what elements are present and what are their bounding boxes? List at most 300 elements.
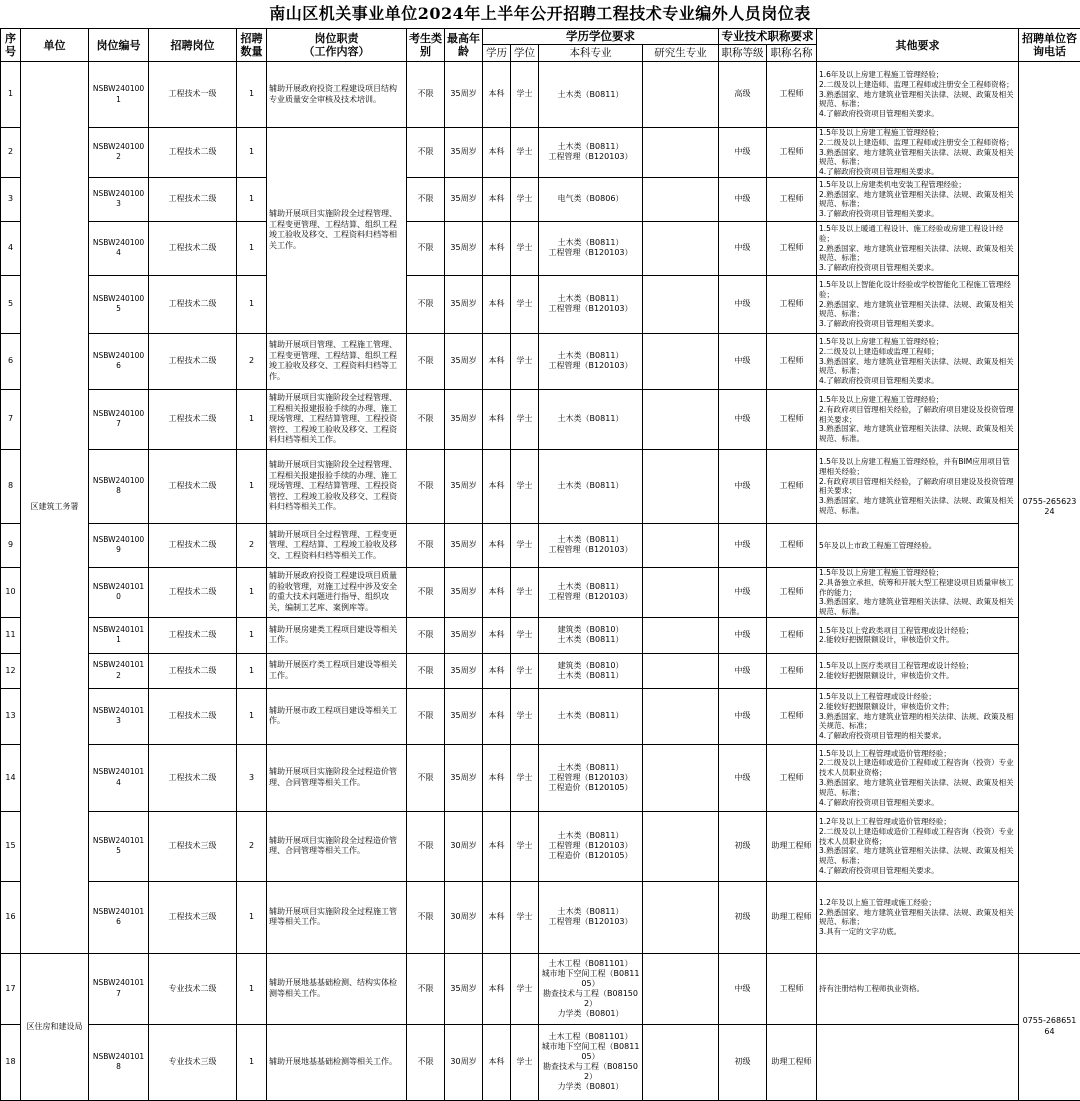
cell-other [817, 221, 1019, 275]
other-line: 1.5年及以上房建工程施工管理经验； [819, 337, 1016, 347]
cell-title-name: 工程师 [767, 744, 817, 811]
table-row [1, 567, 1080, 617]
cell-edu: 本科 [483, 617, 511, 653]
other-line: 1.2年及以上施工管理或施工经验； [819, 898, 1016, 908]
header-edu-group: 学历学位要求 [483, 29, 719, 45]
other-line: 3.具有一定的文字功底。 [819, 927, 1016, 937]
cell-seq: 13 [1, 688, 21, 744]
cell-post: 工程技术二级 [149, 275, 237, 333]
cell-age: 35周岁 [445, 688, 483, 744]
cell-code: NSBW2401003 [89, 177, 149, 221]
cell-count: 1 [237, 953, 267, 1024]
cell-post: 工程技术二级 [149, 177, 237, 221]
cell-candidate: 不限 [407, 744, 445, 811]
table-row [1, 617, 1080, 653]
header-grad: 研究生专业 [643, 45, 719, 62]
cell-candidate: 不限 [407, 62, 445, 128]
cell-degree: 学士 [511, 389, 539, 449]
cell-degree: 学士 [511, 62, 539, 128]
header-other: 其他要求 [817, 29, 1019, 62]
cell-candidate: 不限 [407, 811, 445, 881]
cell-duty: 辅助开展项目实施阶段全过程管理、工程相关报建报验手续的办理、施工现场管理、工程结算管理、工程投资管控、工程竣工验收及移交、工程资料归档等相关工作。 [267, 449, 407, 523]
cell-grad-major [643, 177, 719, 221]
cell-undergrad-major [539, 744, 643, 811]
cell-code: NSBW2401016 [89, 881, 149, 953]
cell-code: NSBW2401001 [89, 62, 149, 128]
cell-undergrad-major [539, 1024, 643, 1100]
major-line: 土木类（B0811） [541, 763, 640, 773]
cell-grad-major [643, 811, 719, 881]
cell-post: 工程技术二级 [149, 653, 237, 688]
cell-phone: 0755-26865164 [1019, 953, 1080, 1100]
table-row [1, 62, 1080, 128]
cell-degree: 学士 [511, 221, 539, 275]
cell-duty: 辅助开展政府投资工程建设项目质量的验收管理，对施工过程中涉及安全的重大技术问题进行指导、组织攻关，编制工艺库、案例库等。 [267, 567, 407, 617]
cell-title-level: 中级 [719, 688, 767, 744]
cell-candidate: 不限 [407, 275, 445, 333]
cell-post: 工程技术二级 [149, 523, 237, 567]
cell-title-level: 中级 [719, 275, 767, 333]
cell-candidate: 不限 [407, 523, 445, 567]
other-line: 1.5年及以上工程管理或设计经验； [819, 692, 1016, 702]
cell-undergrad-major [539, 389, 643, 449]
cell-grad-major [643, 62, 719, 128]
cell-post: 工程技术一级 [149, 62, 237, 128]
table-row [1, 653, 1080, 688]
major-line: 城市地下空间工程（B081105） [541, 1042, 640, 1062]
header-edu: 学历 [483, 45, 511, 62]
cell-seq: 18 [1, 1024, 21, 1100]
cell-unit: 区建筑工务署 [21, 62, 89, 954]
cell-candidate: 不限 [407, 389, 445, 449]
cell-grad-major [643, 523, 719, 567]
major-line: 工程造价（B120105） [541, 783, 640, 793]
other-line: 2.熟悉国家、地方建筑业管理相关法律、法规、政策及相关规范、标准； [819, 908, 1016, 928]
cell-code: NSBW2401011 [89, 617, 149, 653]
cell-seq: 5 [1, 275, 21, 333]
cell-title-name: 工程师 [767, 333, 817, 389]
major-line: 土木工程（B081101） [541, 959, 640, 969]
header-age: 最高年龄 [445, 29, 483, 62]
cell-title-level: 中级 [719, 653, 767, 688]
major-line: 土木类（B0811） [541, 90, 640, 100]
other-line: 3.熟悉国家、地方建筑业管理相关法律、法规、政策及相关规范、标准。 [819, 424, 1016, 444]
cell-post: 工程技术二级 [149, 688, 237, 744]
cell-undergrad-major [539, 811, 643, 881]
cell-duty: 辅助开展地基基础检测等相关工作。 [267, 1024, 407, 1100]
cell-seq: 9 [1, 523, 21, 567]
cell-edu: 本科 [483, 523, 511, 567]
cell-title-level: 初级 [719, 1024, 767, 1100]
cell-code: NSBW2401015 [89, 811, 149, 881]
cell-grad-major [643, 221, 719, 275]
table-body [1, 62, 1080, 1101]
cell-candidate: 不限 [407, 1024, 445, 1100]
cell-code: NSBW2401004 [89, 221, 149, 275]
cell-count: 1 [237, 449, 267, 523]
table-row [1, 177, 1080, 221]
header-title-group: 专业技术职称要求 [719, 29, 817, 45]
cell-other [817, 523, 1019, 567]
other-line: 1.5年及以上房建工程施工管理经验； [819, 395, 1016, 405]
cell-other [817, 688, 1019, 744]
cell-age: 35周岁 [445, 177, 483, 221]
cell-count: 1 [237, 653, 267, 688]
cell-other [817, 953, 1019, 1024]
cell-edu: 本科 [483, 953, 511, 1024]
major-line: 土木类（B0811） [541, 535, 640, 545]
cell-candidate: 不限 [407, 221, 445, 275]
cell-seq: 17 [1, 953, 21, 1024]
cell-post: 工程技术三级 [149, 881, 237, 953]
cell-duty: 辅助开展项目实施阶段全过程管理、工程相关报建报验手续的办理、施工现场管理、工程结算管理、工程投资管控、工程竣工验收及移交、工程资料归档等相关工作。 [267, 389, 407, 449]
cell-title-level: 中级 [719, 177, 767, 221]
major-line: 土木类（B0811） [541, 294, 640, 304]
cell-undergrad-major [539, 128, 643, 178]
cell-grad-major [643, 275, 719, 333]
cell-degree: 学士 [511, 881, 539, 953]
header-code: 岗位编号 [89, 29, 149, 62]
cell-seq: 11 [1, 617, 21, 653]
major-line: 土木类（B0811） [541, 711, 640, 721]
cell-edu: 本科 [483, 62, 511, 128]
cell-other [817, 567, 1019, 617]
cell-undergrad-major [539, 275, 643, 333]
cell-title-level: 中级 [719, 128, 767, 178]
cell-post: 工程技术二级 [149, 389, 237, 449]
cell-duty: 辅助开展市政工程项目建设等相关工作。 [267, 688, 407, 744]
other-line: 1.5年及以上工程管理或造价管理经验； [819, 749, 1016, 759]
other-line: 1.5年及以上房建工程施工管理经验，并有BIM应用项目管理相关经验； [819, 457, 1016, 477]
cell-candidate: 不限 [407, 333, 445, 389]
other-line: 1.5年及以上房建工程施工管理经验； [819, 568, 1016, 578]
cell-edu: 本科 [483, 389, 511, 449]
cell-other [817, 744, 1019, 811]
cell-age: 35周岁 [445, 617, 483, 653]
other-line: 1.6年及以上房建工程施工管理经验； [819, 70, 1016, 80]
cell-candidate: 不限 [407, 567, 445, 617]
cell-title-level: 高级 [719, 62, 767, 128]
cell-other [817, 653, 1019, 688]
header-undergrad: 本科专业 [539, 45, 643, 62]
header-degree: 学位 [511, 45, 539, 62]
cell-title-level: 中级 [719, 333, 767, 389]
table-row [1, 688, 1080, 744]
other-line: 3.熟悉国家、地方建筑业管理的相关法律、法规、政策及相关规范、标准； [819, 712, 1016, 732]
cell-title-level: 中级 [719, 953, 767, 1024]
cell-other [817, 128, 1019, 178]
header-unit: 单位 [21, 29, 89, 62]
header-duty [267, 29, 407, 62]
cell-title-name: 工程师 [767, 523, 817, 567]
header-candidate: 考生类别 [407, 29, 445, 62]
cell-degree: 学士 [511, 688, 539, 744]
cell-title-level: 中级 [719, 617, 767, 653]
cell-edu: 本科 [483, 688, 511, 744]
major-line: 工程管理（B120103） [541, 917, 640, 927]
cell-other [817, 333, 1019, 389]
other-line: 3.熟悉国家、地方建筑业管理相关法律、法规、政策及相关规范、标准； [819, 778, 1016, 798]
other-line: 2.具备独立承担、统筹和开展大型工程建设项目质量审核工作的能力； [819, 578, 1016, 598]
cell-undergrad-major [539, 688, 643, 744]
cell-other [817, 275, 1019, 333]
other-line: 2.二级及以上建造师或监理工程师； [819, 347, 1016, 357]
cell-degree: 学士 [511, 653, 539, 688]
cell-count: 2 [237, 333, 267, 389]
cell-count: 1 [237, 62, 267, 128]
cell-other [817, 811, 1019, 881]
other-line: 3.了解政府投资项目管理相关要求。 [819, 209, 1016, 219]
cell-title-name: 工程师 [767, 653, 817, 688]
other-line: 持有注册结构工程师执业资格。 [819, 984, 1016, 994]
major-line: 工程管理（B120103） [541, 592, 640, 602]
cell-candidate: 不限 [407, 881, 445, 953]
major-line: 城市地下空间工程（B081105） [541, 969, 640, 989]
cell-seq: 12 [1, 653, 21, 688]
cell-code: NSBW2401009 [89, 523, 149, 567]
cell-title-level: 初级 [719, 811, 767, 881]
other-line: 2.能较好把握限额设计，审核造价文件； [819, 702, 1016, 712]
cell-grad-major [643, 744, 719, 811]
other-line: 3.熟悉国家、地方建筑业管理相关法律、法规、政策及相关规范、标准； [819, 90, 1016, 110]
other-line: 4.了解政府投资项目管理相关要求。 [819, 866, 1016, 876]
cell-degree: 学士 [511, 744, 539, 811]
cell-seq: 2 [1, 128, 21, 178]
cell-code: NSBW2401005 [89, 275, 149, 333]
major-line: 土木类（B0811） [541, 671, 640, 681]
cell-code: NSBW2401017 [89, 953, 149, 1024]
cell-undergrad-major [539, 881, 643, 953]
table-row [1, 881, 1080, 953]
cell-code: NSBW2401006 [89, 333, 149, 389]
other-line: 3.熟悉国家、地方建筑业管理相关法律、法规、政策及相关规范、标准。 [819, 496, 1016, 516]
cell-title-name: 工程师 [767, 567, 817, 617]
cell-seq: 4 [1, 221, 21, 275]
cell-title-level: 中级 [719, 449, 767, 523]
cell-seq: 3 [1, 177, 21, 221]
header-title-level: 职称等级 [719, 45, 767, 62]
cell-post: 工程技术三级 [149, 811, 237, 881]
cell-edu: 本科 [483, 333, 511, 389]
cell-post: 工程技术二级 [149, 617, 237, 653]
cell-duty: 辅助开展医疗类工程项目建设等相关工作。 [267, 653, 407, 688]
major-line: 土木工程（B081101） [541, 1032, 640, 1042]
other-line: 1.5年及以上暖通工程设计、施工经验或房建工程设计经验； [819, 224, 1016, 244]
major-line: 力学类（B0801） [541, 1082, 640, 1092]
cell-title-name: 工程师 [767, 177, 817, 221]
cell-title-name: 工程师 [767, 688, 817, 744]
other-line: 1.5年及以上房建类机电安装工程管理经验； [819, 180, 1016, 190]
cell-title-name: 工程师 [767, 62, 817, 128]
header-title-name: 职称名称 [767, 45, 817, 62]
major-line: 工程管理（B120103） [541, 773, 640, 783]
cell-grad-major [643, 389, 719, 449]
cell-duty: 辅助开展项目实施阶段全过程施工管理等相关工作。 [267, 881, 407, 953]
other-line: 1.2年及以上工程管理或造价管理经验； [819, 817, 1016, 827]
other-line: 2.能较好把握限额设计，审核造价文件。 [819, 635, 1016, 645]
major-line: 工程管理（B120103） [541, 152, 640, 162]
cell-count: 2 [237, 523, 267, 567]
other-line: 4.了解政府投资项目管理相关要求。 [819, 167, 1016, 177]
cell-title-level: 中级 [719, 523, 767, 567]
table-row [1, 389, 1080, 449]
table-row [1, 221, 1080, 275]
other-line: 2.二级及以上建造师或造价工程师或工程咨询（投资）专业技术人员职业资格； [819, 758, 1016, 778]
cell-candidate: 不限 [407, 688, 445, 744]
cell-grad-major [643, 881, 719, 953]
cell-age: 35周岁 [445, 128, 483, 178]
cell-degree: 学士 [511, 333, 539, 389]
cell-undergrad-major [539, 177, 643, 221]
major-line: 土木类（B0811） [541, 414, 640, 424]
other-line: 2.有政府项目管理相关经验，了解政府项目建设及投资管理相关要求； [819, 405, 1016, 425]
cell-code: NSBW2401008 [89, 449, 149, 523]
cell-seq: 7 [1, 389, 21, 449]
cell-other [817, 1024, 1019, 1100]
cell-post: 工程技术二级 [149, 221, 237, 275]
cell-grad-major [643, 128, 719, 178]
cell-title-level: 中级 [719, 567, 767, 617]
cell-degree: 学士 [511, 128, 539, 178]
cell-count: 1 [237, 275, 267, 333]
major-line: 建筑类（B0810） [541, 661, 640, 671]
cell-duty: 辅助开展项目实施阶段全过程管理、工程变更管理、工程结算、组织工程竣工验收及移交、工程资料归档等相关工作。 [267, 128, 407, 334]
other-line: 2.能较好把握限额设计，审核造价文件。 [819, 671, 1016, 681]
cell-grad-major [643, 653, 719, 688]
header-seq: 序号 [1, 29, 21, 62]
cell-duty: 辅助开展项目管理、工程施工管理、工程变更管理、工程结算、组织工程竣工验收及移交、工程资料归档等工作。 [267, 333, 407, 389]
major-line: 力学类（B0801） [541, 1009, 640, 1019]
major-line: 土木类（B0811） [541, 907, 640, 917]
cell-age: 35周岁 [445, 221, 483, 275]
major-line: 工程管理（B120103） [541, 361, 640, 371]
major-line: 土木类（B0811） [541, 238, 640, 248]
cell-duty: 辅助开展政府投资工程建设项目结构专业质量安全审核及技术培训。 [267, 62, 407, 128]
cell-post: 工程技术二级 [149, 744, 237, 811]
other-line: 3.熟悉国家、地方建筑业管理相关法律、法规、政策及相关规范、标准； [819, 148, 1016, 168]
cell-other [817, 881, 1019, 953]
major-line: 土木类（B0811） [541, 831, 640, 841]
other-line: 2.二级及以上建造师、监理工程师或注册安全工程师资格； [819, 80, 1016, 90]
cell-other [817, 389, 1019, 449]
major-line: 工程造价（B120105） [541, 851, 640, 861]
cell-undergrad-major [539, 653, 643, 688]
page-title: 南山区机关事业单位2024年上半年公开招聘工程技术专业编外人员岗位表 [0, 0, 1080, 28]
cell-degree: 学士 [511, 811, 539, 881]
cell-code: NSBW2401010 [89, 567, 149, 617]
header-count: 招聘数量 [237, 29, 267, 62]
cell-edu: 本科 [483, 881, 511, 953]
cell-title-level: 中级 [719, 389, 767, 449]
cell-degree: 学士 [511, 275, 539, 333]
major-line: 工程管理（B120103） [541, 841, 640, 851]
cell-post: 工程技术二级 [149, 333, 237, 389]
cell-count: 1 [237, 221, 267, 275]
other-line: 3.了解政府投资项目管理相关要求。 [819, 263, 1016, 273]
cell-age: 30周岁 [445, 1024, 483, 1100]
cell-degree: 学士 [511, 1024, 539, 1100]
cell-post: 工程技术二级 [149, 449, 237, 523]
cell-title-name: 助理工程师 [767, 881, 817, 953]
cell-title-name: 助理工程师 [767, 1024, 817, 1100]
cell-degree: 学士 [511, 617, 539, 653]
cell-title-name: 工程师 [767, 617, 817, 653]
table-row [1, 523, 1080, 567]
cell-duty: 辅助开展项目全过程管理、工程变更管理、工程结算、工程竣工验收及移交、工程资料归档等相关工作。 [267, 523, 407, 567]
cell-candidate: 不限 [407, 617, 445, 653]
cell-seq: 16 [1, 881, 21, 953]
cell-grad-major [643, 449, 719, 523]
header-duty-line1: 岗位职责 [268, 32, 405, 45]
cell-edu: 本科 [483, 653, 511, 688]
cell-unit: 区住房和建设局 [21, 953, 89, 1100]
cell-count: 1 [237, 881, 267, 953]
cell-edu: 本科 [483, 744, 511, 811]
cell-degree: 学士 [511, 953, 539, 1024]
major-line: 土木类（B0811） [541, 635, 640, 645]
cell-count: 1 [237, 128, 267, 178]
cell-age: 30周岁 [445, 881, 483, 953]
table-row [1, 449, 1080, 523]
cell-age: 35周岁 [445, 389, 483, 449]
cell-age: 35周岁 [445, 523, 483, 567]
cell-age: 35周岁 [445, 449, 483, 523]
header-post: 招聘岗位 [149, 29, 237, 62]
cell-undergrad-major [539, 333, 643, 389]
cell-title-level: 中级 [719, 221, 767, 275]
cell-undergrad-major [539, 617, 643, 653]
cell-edu: 本科 [483, 1024, 511, 1100]
cell-count: 1 [237, 688, 267, 744]
header-duty-line2: （工作内容） [268, 45, 405, 58]
cell-degree: 学士 [511, 449, 539, 523]
cell-code: NSBW2401007 [89, 389, 149, 449]
cell-seq: 6 [1, 333, 21, 389]
cell-edu: 本科 [483, 449, 511, 523]
cell-age: 35周岁 [445, 653, 483, 688]
cell-seq: 8 [1, 449, 21, 523]
cell-seq: 1 [1, 62, 21, 128]
table-row [1, 953, 1080, 1024]
cell-other [817, 62, 1019, 128]
cell-other [817, 177, 1019, 221]
other-line: 3.熟悉国家、地方建筑业管理相关法律、法规、政策及相关规范、标准。 [819, 597, 1016, 617]
cell-code: NSBW2401012 [89, 653, 149, 688]
cell-count: 1 [237, 177, 267, 221]
other-line: 2.二级及以上建造师或造价工程师或工程咨询（投资）专业技术人员职业资格； [819, 827, 1016, 847]
cell-post: 工程技术二级 [149, 128, 237, 178]
table-row [1, 811, 1080, 881]
cell-seq: 10 [1, 567, 21, 617]
cell-undergrad-major [539, 567, 643, 617]
cell-age: 35周岁 [445, 333, 483, 389]
other-line: 2.二级及以上建造师、监理工程师或注册安全工程师资格； [819, 138, 1016, 148]
table-row [1, 1024, 1080, 1100]
cell-grad-major [643, 333, 719, 389]
cell-grad-major [643, 688, 719, 744]
cell-undergrad-major [539, 62, 643, 128]
cell-undergrad-major [539, 523, 643, 567]
cell-degree: 学士 [511, 177, 539, 221]
cell-duty: 辅助开展房建类工程项目建设等相关工作。 [267, 617, 407, 653]
major-line: 土木类（B0811） [541, 481, 640, 491]
other-line: 2.熟悉国家、地方建筑业管理相关法律、法规、政策及相关规范、标准； [819, 244, 1016, 264]
cell-edu: 本科 [483, 221, 511, 275]
cell-candidate: 不限 [407, 128, 445, 178]
cell-seq: 15 [1, 811, 21, 881]
cell-age: 35周岁 [445, 744, 483, 811]
recruitment-table [0, 28, 1080, 1101]
